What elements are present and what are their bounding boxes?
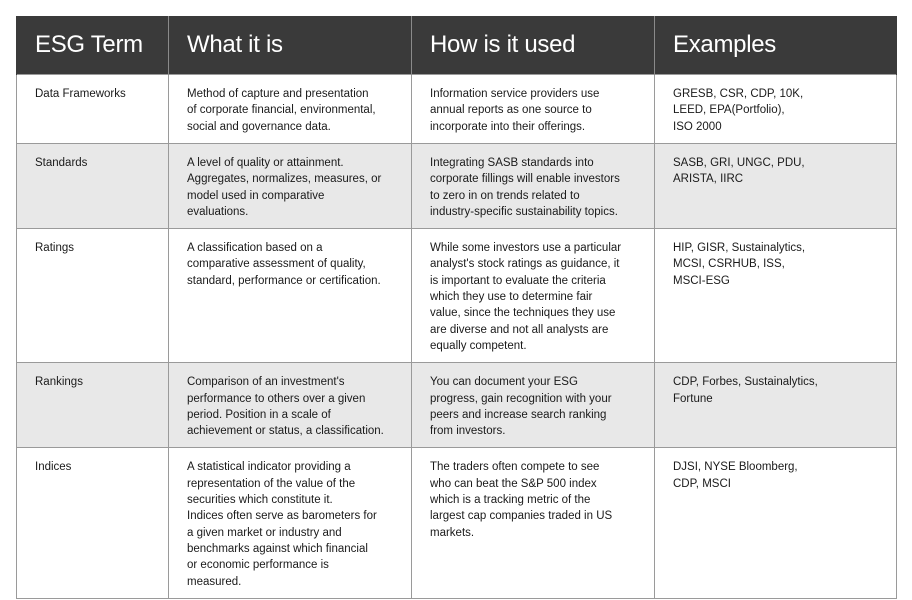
- what-cell: [169, 448, 412, 598]
- what-text: Method of capture and presentation of corporate financial, environmental, social and governance data.: [187, 88, 376, 133]
- table-row-data-frameworks: [17, 75, 897, 144]
- term-text: Rankings: [35, 376, 83, 389]
- how-cell: [412, 75, 655, 144]
- term-cell: [17, 144, 169, 229]
- what-cell: [169, 144, 412, 229]
- table-body: [17, 75, 897, 599]
- esg-terms-table: [16, 16, 897, 599]
- what-cell: [169, 229, 412, 363]
- header-row: [17, 16, 897, 75]
- what-cell: [169, 363, 412, 448]
- how-text: Integrating SASB standards into corporate fillings will enable investors to zero in on trends related to industry-specific sustainability topics.: [430, 157, 620, 218]
- table-row-indices: [17, 448, 897, 598]
- term-cell: [17, 363, 169, 448]
- esg-terms-table-container: [16, 16, 896, 599]
- examples-text: CDP, Forbes, Sustainalytics, Fortune: [673, 376, 818, 405]
- examples-cell: [655, 363, 897, 448]
- header-what-it-is: What it is: [169, 16, 412, 75]
- table-header: [17, 16, 897, 75]
- table-row-standards: [17, 144, 897, 229]
- how-text: The traders often compete to see who can beat the S&P 500 index which is a tracking metric of the largest cap companies traded in US markets.: [430, 461, 613, 539]
- how-cell: [412, 229, 655, 363]
- header-esg-term: ESG Term: [17, 16, 169, 75]
- how-cell: [412, 448, 655, 598]
- what-text: A classification based on a comparative assessment of quality, standard, performance or certification.: [187, 242, 381, 287]
- what-cell: [169, 75, 412, 144]
- how-text: While some investors use a particular analyst's stock ratings as guidance, it is important to evaluate the criteria which they use to determine fair value, since the techniques they use are diverse and not all analysts are equally competent.: [430, 242, 622, 352]
- table-row-rankings: [17, 363, 897, 448]
- term-cell: [17, 229, 169, 363]
- how-text: You can document your ESG progress, gain recognition with your peers and increase search ranking from investors.: [430, 376, 612, 438]
- examples-cell: [655, 448, 897, 598]
- term-text: Data Frameworks: [35, 88, 126, 100]
- term-text: Indices: [35, 461, 72, 474]
- examples-text: GRESB, CSR, CDP, 10K, LEED, EPA(Portfolio), ISO 2000: [673, 88, 804, 133]
- how-cell: [412, 363, 655, 448]
- table-row-ratings: [17, 229, 897, 363]
- examples-cell: [655, 75, 897, 144]
- header-how-is-it-used: How is it used: [412, 16, 655, 75]
- examples-text: DJSI, NYSE Bloomberg, CDP, MSCI: [673, 461, 798, 490]
- what-text: Comparison of an investment's performance to others over a given period. Position in a scale of achievement or status, a classification.: [187, 376, 384, 438]
- examples-text: HIP, GISR, Sustainalytics, MCSI, CSRHUB, ISS, MSCI-ESG: [673, 242, 806, 287]
- how-text: Information service providers use annual reports as one source to incorporate into their offerings.: [430, 88, 600, 133]
- term-text: Standards: [35, 157, 88, 169]
- examples-text: SASB, GRI, UNGC, PDU, ARISTA, IIRC: [673, 157, 805, 186]
- term-cell: [17, 448, 169, 598]
- header-examples: Examples: [655, 16, 897, 75]
- term-text: Ratings: [35, 242, 74, 255]
- examples-cell: [655, 229, 897, 363]
- how-cell: [412, 144, 655, 229]
- what-text: A level of quality or attainment. Aggregates, normalizes, measures, or model used in comparative evaluations.: [187, 157, 382, 218]
- term-cell: [17, 75, 169, 144]
- what-text: A statistical indicator providing a representation of the value of the securities which constitute it. Indices often serve as barometers for a given market or industry and benchmarks against which financial or economic performance is measured.: [187, 461, 377, 588]
- examples-cell: [655, 144, 897, 229]
